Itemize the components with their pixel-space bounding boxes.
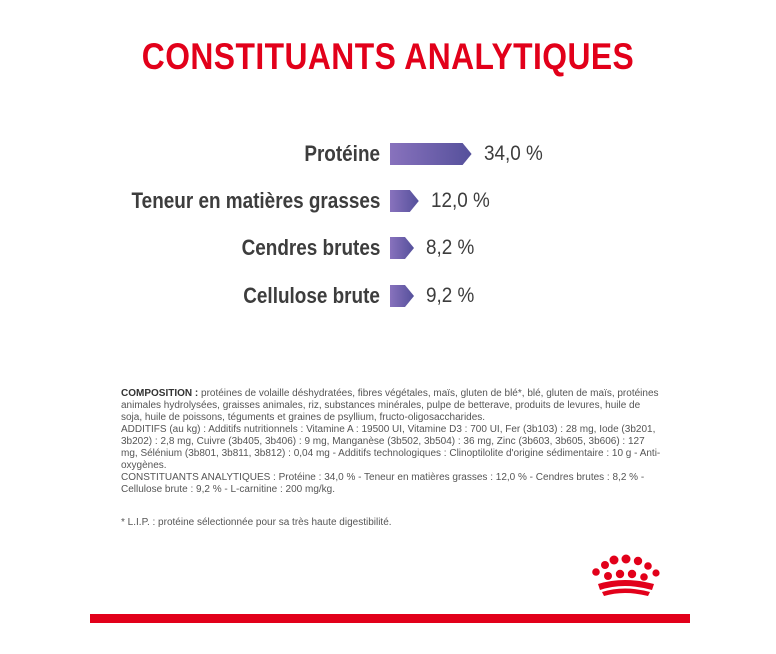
constituent-label: Cellulose brute [243, 283, 380, 308]
composition-body: protéines de volaille déshydratées, fibres végétales, maïs, gluten de blé*, blé, gluten de maïs, protéines animales hydrolysées, graisses animales, riz, substances minérales, pulpe de betterave, produits de levures, huile de soja, huile de poissons, téguments et graines de psyllium, fructo-oligosaccharides. [121, 388, 659, 423]
constituants-paragraph: CONSTITUANTS ANALYTIQUES : Protéine : 34,0 % - Teneur en matières grasses : 12,0 % - Cendres brutes : 8,2 % - Cellulose brute : 9,2 % - L-carnitine : 200 mg/kg. [121, 472, 645, 495]
constituent-bar-shape [390, 237, 414, 259]
composition-text-block [121, 388, 661, 529]
constituent-bar [390, 143, 472, 165]
constituent-row-cellulose-brute [0, 281, 776, 311]
constituent-value: 8,2 % [426, 236, 475, 259]
footer-red-band [90, 614, 690, 623]
royal-canin-crown-logo [584, 554, 664, 600]
page-title: CONSTITUANTS ANALYTIQUES [141, 36, 635, 77]
footnote: * L.I.P. : protéine sélectionnée pour sa très haute digestibilité. [121, 517, 392, 528]
composition-heading: COMPOSITION : [121, 388, 199, 399]
constituent-row-matieres-grasses [0, 186, 776, 216]
constituent-bar [390, 285, 414, 307]
constituent-bar [390, 237, 414, 259]
composition-paragraph [121, 388, 661, 424]
constituent-label: Protéine [304, 141, 380, 166]
constituent-bar-shape [390, 143, 472, 165]
constituent-value: 12,0 % [430, 189, 490, 212]
constituent-value: 9,2 % [426, 284, 475, 307]
constituent-bar-shape [390, 285, 414, 307]
constituent-bar [390, 190, 419, 212]
constituent-value: 34,0 % [483, 142, 543, 165]
constituent-bar-shape [390, 190, 419, 212]
constituent-row-cendres-brutes [0, 233, 776, 263]
additifs-paragraph: ADDITIFS (au kg) : Additifs nutritionnels : Vitamine A : 19500 UI, Vitamine D3 : 700 UI, Fer (3b103) : 28 mg, Iode (3b201, 3b202) : 2,8 mg, Cuivre (3b405, 3b406) : 9 mg, Manganèse (3b502, 3b504) : 36 mg, Zinc (3b603, 3b605, 3b606) : 127 mg, Sélénium (3b801, 3b811, 3b812) : 0,04 mg - Additifs technologiques : Clinoptilolite d'origine sédimentaire : 10 g - Anti-oxygènes. [121, 424, 661, 471]
constituent-label: Teneur en matières grasses [131, 188, 380, 213]
constituent-row-proteine [0, 139, 776, 169]
constituent-label: Cendres brutes [241, 235, 380, 260]
